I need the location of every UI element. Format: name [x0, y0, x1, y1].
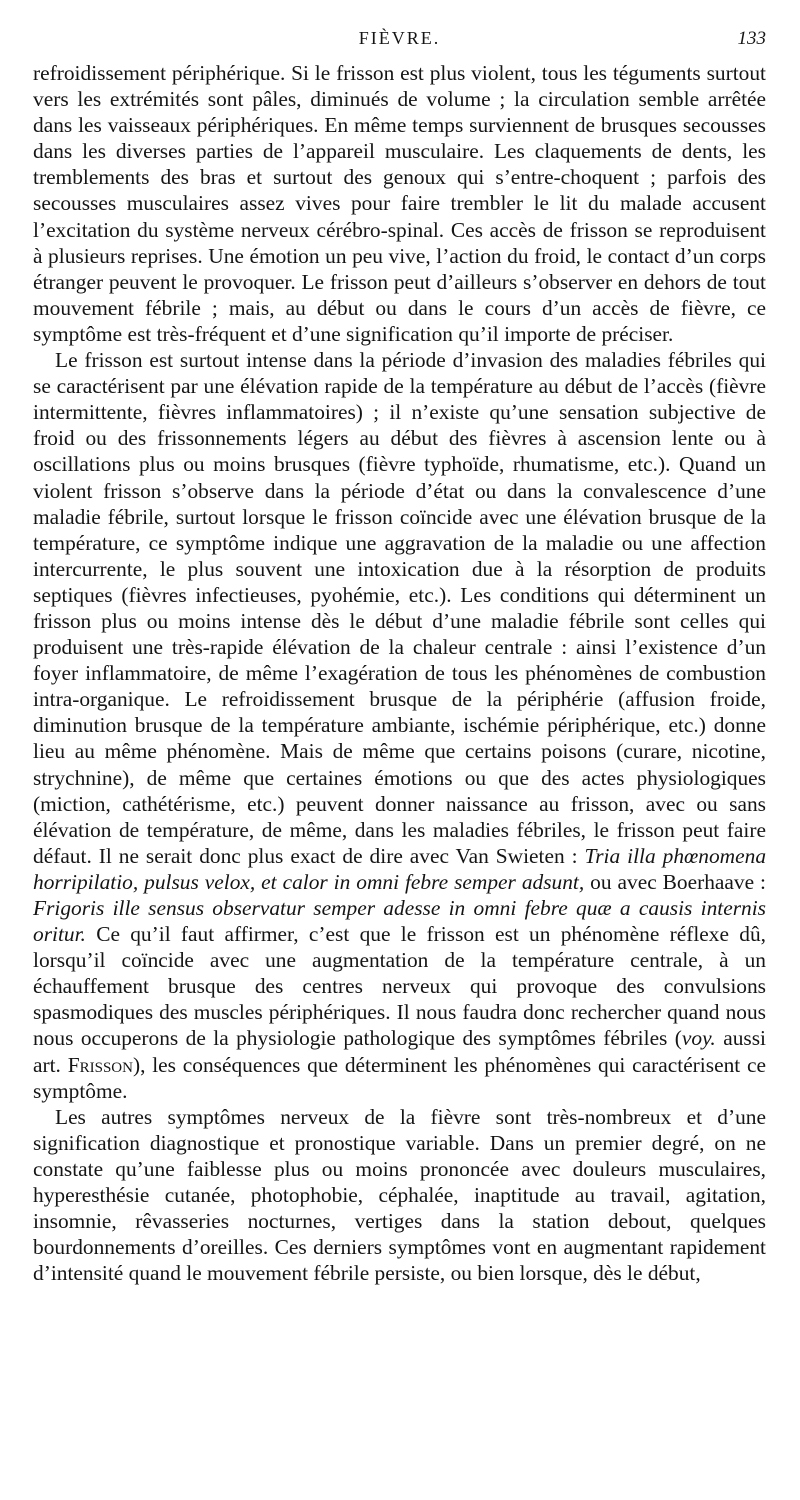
paragraph-2-segment: ), les conséquences que déterminent les phénomènes qui caractérisent ce symptôme.	[33, 1052, 766, 1103]
paragraph-2-segment: Ce qu’il faut affirmer, c’est que le frisson est un phénomène réflexe dû, lorsqu’il coïncide avec une augmentation de la température centrale, à un échauffement brusque des centres nerveux qui provoque des convulsions spasmodiques des muscles périphériques. Il nous faudra donc rechercher quand nous nous occuperons de la physiologie pathologique des symptômes fébriles (	[33, 922, 766, 1051]
body-text	[33, 60, 766, 1286]
cross-reference-frisson: Frisson	[67, 1052, 133, 1077]
page-number: 133	[737, 28, 766, 49]
voy-reference: voy.	[681, 1026, 716, 1051]
running-title: FIÈVRE.	[358, 28, 441, 48]
latin-quote-van-swieten: Tria illa phœnomena horripilatio, pulsus velox, et calor in omni febre semper adsunt,	[33, 843, 767, 894]
paragraph-3: Les autres symptômes nerveux de la fièvre sont très-nombreux et d’une signification diagnostique et pronostique variable. Dans un premier degré, on ne constate qu’une faiblesse plus ou moins prononcée avec douleurs musculaires, hyperesthésie cutanée, photophobie, céphalée, inaptitude au travail, agitation, insomnie, rêvasseries nocturnes, vertiges dans la station debout, quelques bourdonnements d’oreilles. Ces derniers symptômes vont en augmentant rapidement d’intensité quand le mouvement fébrile persiste, ou bien lorsque, dès le début,	[33, 1104, 766, 1286]
book-page	[33, 0, 766, 1500]
paragraph-2	[33, 347, 766, 1104]
paragraph-1: refroidissement périphérique. Si le frisson est plus violent, tous les téguments surtout vers les extrémités sont pâles, diminués de volume ; la circulation semble arrêtée dans les vaisseaux périphériques. En même temps surviennent de brusques secousses dans les diverses parties de l’appareil musculaire. Les claquements de dents, les tremblements des bras et surtout des genoux qui s’entre-choquent ; parfois des secousses musculaires assez vives pour faire trembler le lit du malade accusent l’excitation du système nerveux cérébro-spinal. Ces accès de frisson se reproduisent à plusieurs reprises. Une émotion un peu vive, l’action du froid, le contact d’un corps étranger peuvent le provoquer. Le frisson peut d’ailleurs s’observer en dehors de tout mouvement fébrile ; mais, au début ou dans le cours d’un accès de fièvre, ce symptôme est très-fréquent et d’une signification qu’il importe de préciser.	[33, 61, 766, 346]
paragraph-2-segment: aussi art.	[33, 1026, 766, 1077]
paragraph-2-segment: ou avec Boerhaave :	[584, 869, 766, 894]
latin-quote-boerhaave: Frigoris ille sensus observatur semper adesse in omni febre quæ a causis internis oritur.	[33, 896, 766, 947]
running-head	[33, 28, 766, 52]
paragraph-2-segment: Le frisson est surtout intense dans la période d’invasion des maladies fébriles qui se caractérisent par une élévation rapide de la température au début de l’accès (fièvre intermittente, fièvres inflammatoires) ; il n’existe qu’une sensation subjective de froid ou des frissonnements légers au début des fièvres à ascension lente ou à oscillations plus ou moins brusques (fièvre typhoïde, rhumatisme, etc.). Quand un violent frisson s’observe dans la période d’état ou dans la convalescence d’une maladie fébrile, surtout lorsque le frisson coïncide avec une élévation brusque de la température, ce symptôme indique une aggravation de la maladie ou une affection intercurrente, le plus souvent une intoxication due à la résorption de produits septiques (fièvres infectieuses, pyohémie, etc.). Les conditions qui déterminent un frisson plus ou moins intense dès le début d’une maladie fébrile sont celles qui produisent une très-rapide élévation de la chaleur centrale : ainsi l’existence d’un foyer inflammatoire, de même l’exagération de tous les phénomènes de combustion intra-organique. Le refroidissement brusque de la périphérie (affusion froide, diminution brusque de la température ambiante, ischémie périphérique, etc.) donne lieu au même phénomène. Mais de même que certains poisons (curare, nicotine, strychnine), de même que certaines émotions ou que des actes physiologiques (miction, cathétérisme, etc.) peuvent donner naissance au frisson, avec ou sans élévation de température, de même, dans les maladies fébriles, le frisson peut faire défaut. Il ne serait donc plus exact de dire avec Van Swieten :	[33, 348, 766, 868]
